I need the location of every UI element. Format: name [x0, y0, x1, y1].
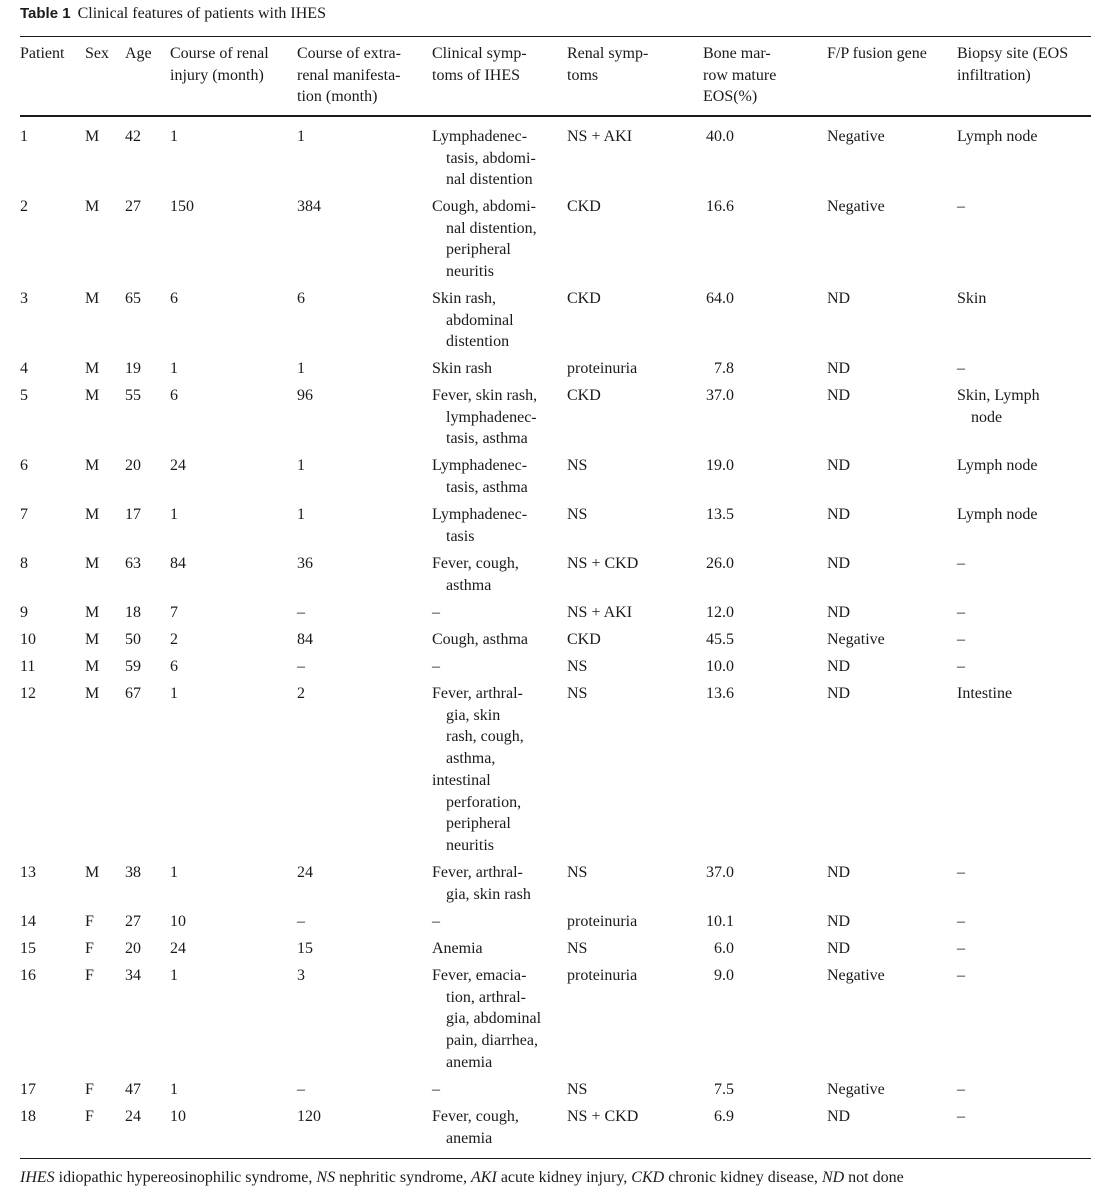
biopsy-line: –: [957, 1108, 965, 1125]
cell-sex: M: [85, 128, 100, 145]
cell-sex: M: [85, 198, 100, 215]
cell-clinical: [432, 911, 440, 933]
cell-sex: M: [85, 631, 100, 648]
clinical-line: peripheral: [446, 241, 511, 259]
cell-age: 65: [125, 290, 141, 307]
cell-biopsy: [957, 126, 1037, 148]
clinical-line: asthma: [446, 576, 492, 594]
cell-patient: 15: [20, 940, 36, 957]
cell-sex: M: [85, 604, 100, 621]
column-header-fp: F/P fusion gene: [827, 45, 927, 62]
cell-extrarenal-course: 1: [297, 506, 305, 523]
cell-renal: NS + CKD: [567, 555, 639, 572]
column-header-biopsy: Biopsy site (EOS infiltration): [957, 45, 1069, 84]
cell-renal: proteinuria: [567, 360, 638, 377]
clinical-line: peripheral: [446, 815, 511, 833]
cell-biopsy: [957, 629, 965, 651]
clinical-line: –: [432, 658, 440, 675]
cell-renal: NS + CKD: [567, 1108, 639, 1125]
cell-patient: 11: [20, 658, 36, 675]
biopsy-line: Lymph node: [957, 128, 1038, 145]
clinical-line: Fever, cough,: [432, 555, 519, 572]
cell-biopsy: [957, 385, 1040, 428]
biopsy-line: –: [957, 604, 965, 621]
cell-clinical: [432, 656, 440, 678]
cell-extrarenal-course: 36: [297, 555, 313, 572]
footnote-abbreviation: IHES: [20, 1169, 55, 1186]
clinical-line: rash, cough,: [446, 728, 524, 746]
clinical-line: neuritis: [446, 836, 494, 854]
cell-sex: M: [85, 457, 100, 474]
cell-clinical: [432, 683, 524, 857]
cell-age: 63: [125, 555, 141, 572]
cell-renal: NS: [567, 658, 588, 675]
column-header-extrarenal-course: Course of extra- renal manifesta- tion (month): [297, 45, 401, 105]
biopsy-line: –: [957, 967, 965, 984]
cell-renal-course: 2: [170, 631, 178, 648]
cell-age: 19: [125, 360, 141, 377]
clinical-line: tasis, abdomi-: [446, 149, 536, 167]
cell-renal: CKD: [567, 198, 601, 215]
clinical-line: intestinal: [432, 771, 491, 789]
cell-biopsy: [957, 602, 965, 624]
clinical-line: anemia: [446, 1053, 493, 1071]
cell-biopsy: [957, 683, 1012, 705]
cell-renal: CKD: [567, 290, 601, 307]
cell-fp: ND: [827, 864, 851, 881]
cell-age: 27: [125, 913, 141, 930]
cell-extrarenal-course: –: [297, 658, 305, 675]
cell-fp: Negative: [827, 128, 885, 145]
clinical-line: –: [432, 913, 440, 930]
cell-biopsy: [957, 862, 965, 884]
footnote-definition: chronic kidney disease,: [664, 1169, 822, 1186]
cell-fp: ND: [827, 940, 851, 957]
cell-patient: 12: [20, 685, 36, 702]
column-header-age: Age: [125, 45, 152, 62]
cell-age: 24: [125, 1108, 141, 1125]
clinical-line: tasis: [446, 527, 475, 545]
table-title: Clinical features of patients with IHES: [77, 5, 326, 22]
biopsy-line: –: [957, 913, 965, 930]
cell-biopsy: [957, 1106, 965, 1128]
clinical-line: abdominal: [446, 311, 514, 329]
cell-biopsy: [957, 656, 965, 678]
cell-eos: 26.0: [706, 555, 734, 572]
table-caption: [20, 5, 326, 23]
cell-eos: 37.0: [706, 387, 734, 404]
cell-fp: ND: [827, 604, 851, 621]
cell-renal-course: 84: [170, 555, 186, 572]
cell-renal-course: 1: [170, 1081, 178, 1098]
cell-extrarenal-course: 15: [297, 940, 313, 957]
clinical-line: tasis, asthma: [446, 430, 528, 448]
cell-eos: 10.1: [706, 913, 734, 930]
biopsy-line: –: [957, 555, 965, 572]
cell-fp: ND: [827, 913, 851, 930]
cell-extrarenal-course: 3: [297, 967, 305, 984]
cell-clinical: [432, 602, 440, 624]
cell-age: 55: [125, 387, 141, 404]
cell-patient: 3: [20, 290, 28, 307]
cell-patient: 13: [20, 864, 36, 881]
cell-extrarenal-course: 24: [297, 864, 313, 881]
cell-clinical: [432, 455, 528, 498]
cell-eos: 6.0: [714, 940, 734, 957]
footnote-abbreviation: ND: [821, 1169, 845, 1186]
cell-clinical: [432, 1106, 519, 1149]
cell-eos: 40.0: [706, 128, 734, 145]
cell-age: 47: [125, 1081, 141, 1098]
footnote-abbreviation: AKI: [471, 1169, 497, 1186]
clinical-line: Cough, abdomi-: [432, 198, 536, 215]
cell-sex: M: [85, 387, 100, 404]
cell-sex: F: [85, 967, 94, 984]
cell-age: 27: [125, 198, 141, 215]
clinical-line: Lymphadenec-: [432, 457, 528, 474]
cell-extrarenal-course: 96: [297, 387, 313, 404]
clinical-line: Skin rash: [432, 360, 492, 377]
clinical-line: anemia: [446, 1129, 493, 1147]
cell-eos: 37.0: [706, 864, 734, 881]
cell-sex: F: [85, 940, 94, 957]
cell-renal: CKD: [567, 631, 601, 648]
cell-sex: M: [85, 506, 100, 523]
cell-biopsy: [957, 553, 965, 575]
cell-patient: 18: [20, 1108, 36, 1125]
cell-sex: M: [85, 685, 100, 702]
column-header-patient: Patient: [20, 45, 65, 62]
cell-clinical: [432, 938, 483, 960]
table-footnote: [20, 1169, 904, 1187]
cell-biopsy: [957, 1079, 965, 1101]
cell-clinical: [432, 862, 531, 905]
cell-sex: M: [85, 360, 100, 377]
clinical-line: neuritis: [446, 263, 494, 281]
biopsy-line: Lymph node: [957, 457, 1038, 474]
cell-clinical: [432, 629, 528, 651]
clinical-line: tion, arthral-: [446, 988, 526, 1006]
cell-renal: NS: [567, 685, 588, 702]
cell-extrarenal-course: –: [297, 604, 305, 621]
cell-age: 67: [125, 685, 141, 702]
biopsy-line: –: [957, 360, 965, 377]
cell-fp: ND: [827, 658, 851, 675]
cell-fp: Negative: [827, 198, 885, 215]
clinical-line: nal distention,: [446, 219, 537, 237]
cell-renal-course: 6: [170, 290, 178, 307]
clinical-line: gia, abdominal: [446, 1010, 542, 1028]
cell-clinical: [432, 288, 514, 353]
footnote-abbreviation: CKD: [631, 1169, 665, 1186]
cell-fp: Negative: [827, 1081, 885, 1098]
cell-sex: F: [85, 913, 94, 930]
cell-renal: NS: [567, 864, 588, 881]
cell-renal-course: 1: [170, 685, 178, 702]
clinical-line: tasis, asthma: [446, 478, 528, 496]
cell-sex: F: [85, 1108, 94, 1125]
cell-patient: 10: [20, 631, 36, 648]
biopsy-line: –: [957, 864, 965, 881]
clinical-line: gia, skin: [446, 706, 501, 724]
cell-renal: NS: [567, 940, 588, 957]
cell-eos: 6.9: [714, 1108, 734, 1125]
footnote-definition: acute kidney injury,: [496, 1169, 632, 1186]
cell-age: 59: [125, 658, 141, 675]
cell-clinical: [432, 1079, 440, 1101]
cell-fp: Negative: [827, 631, 885, 648]
clinical-line: Cough, asthma: [432, 631, 528, 648]
cell-renal-course: 1: [170, 506, 178, 523]
cell-renal: NS: [567, 1081, 588, 1098]
footnote-abbreviation: NS: [316, 1169, 336, 1186]
cell-clinical: [432, 196, 537, 283]
cell-renal-course: 10: [170, 1108, 186, 1125]
clinical-line: Skin rash,: [432, 290, 496, 307]
clinical-line: Fever, arthral-: [432, 685, 523, 702]
header-rule: [20, 115, 1091, 117]
cell-age: 18: [125, 604, 141, 621]
cell-eos: 13.6: [706, 685, 734, 702]
cell-patient: 2: [20, 198, 28, 215]
cell-age: 50: [125, 631, 141, 648]
cell-eos: 13.5: [706, 506, 734, 523]
cell-renal: NS + AKI: [567, 128, 633, 145]
cell-renal-course: 6: [170, 658, 178, 675]
clinical-line: Lymphadenec-: [432, 128, 528, 145]
cell-eos: 45.5: [706, 631, 734, 648]
clinical-line: –: [432, 604, 440, 621]
cell-renal: NS + AKI: [567, 604, 633, 621]
column-header-renal-course: Course of renal injury (month): [170, 45, 269, 84]
cell-renal-course: 7: [170, 604, 178, 621]
cell-renal: proteinuria: [567, 967, 638, 984]
footnote-definition: not done: [844, 1169, 904, 1186]
cell-biopsy: [957, 196, 965, 218]
cell-renal-course: 150: [170, 198, 194, 215]
cell-eos: 10.0: [706, 658, 734, 675]
cell-renal: NS: [567, 506, 588, 523]
cell-renal-course: 1: [170, 360, 178, 377]
cell-clinical: [432, 965, 541, 1074]
clinical-line: Fever, skin rash,: [432, 387, 538, 404]
cell-patient: 9: [20, 604, 28, 621]
cell-renal-course: 1: [170, 967, 178, 984]
cell-clinical: [432, 358, 492, 380]
clinical-line: Lymphadenec-: [432, 506, 528, 523]
biopsy-line: node: [971, 408, 1003, 426]
cell-fp: ND: [827, 506, 851, 523]
clinical-line: perforation,: [446, 793, 522, 811]
cell-extrarenal-course: 384: [297, 198, 321, 215]
cell-patient: 8: [20, 555, 28, 572]
cell-renal-course: 1: [170, 128, 178, 145]
clinical-line: Fever, arthral-: [432, 864, 523, 881]
cell-extrarenal-course: 6: [297, 290, 305, 307]
cell-sex: F: [85, 1081, 94, 1098]
cell-eos: 7.5: [714, 1081, 734, 1098]
cell-sex: M: [85, 555, 100, 572]
cell-eos: 64.0: [706, 290, 734, 307]
cell-eos: 9.0: [714, 967, 734, 984]
cell-extrarenal-course: 1: [297, 457, 305, 474]
clinical-line: Fever, emacia-: [432, 967, 527, 984]
cell-age: 38: [125, 864, 141, 881]
cell-patient: 1: [20, 128, 28, 145]
clinical-line: distention: [446, 333, 510, 351]
cell-age: 17: [125, 506, 141, 523]
footnote-definition: nephritic syndrome,: [335, 1169, 472, 1186]
bottom-rule: [20, 1158, 1091, 1159]
top-rule: [20, 36, 1091, 37]
cell-fp: ND: [827, 1108, 851, 1125]
cell-fp: ND: [827, 685, 851, 702]
cell-renal: CKD: [567, 387, 601, 404]
cell-eos: 7.8: [714, 360, 734, 377]
table-label: Table 1: [20, 5, 71, 22]
cell-renal-course: 24: [170, 940, 186, 957]
cell-renal-course: 10: [170, 913, 186, 930]
cell-age: 20: [125, 457, 141, 474]
cell-renal: proteinuria: [567, 913, 638, 930]
clinical-line: asthma,: [446, 750, 496, 768]
cell-fp: ND: [827, 387, 851, 404]
cell-fp: ND: [827, 457, 851, 474]
biopsy-line: –: [957, 631, 965, 648]
cell-renal-course: 6: [170, 387, 178, 404]
cell-sex: M: [85, 658, 100, 675]
cell-fp: ND: [827, 555, 851, 572]
cell-sex: M: [85, 290, 100, 307]
cell-biopsy: [957, 358, 965, 380]
cell-extrarenal-course: 1: [297, 128, 305, 145]
clinical-line: Anemia: [432, 940, 483, 957]
column-header-sex: Sex: [85, 45, 109, 62]
cell-fp: ND: [827, 290, 851, 307]
cell-clinical: [432, 385, 537, 450]
cell-age: 20: [125, 940, 141, 957]
cell-patient: 16: [20, 967, 36, 984]
biopsy-line: –: [957, 198, 965, 215]
cell-clinical: [432, 126, 536, 191]
cell-biopsy: [957, 288, 986, 310]
cell-extrarenal-course: 120: [297, 1108, 321, 1125]
clinical-line: pain, diarrhea,: [446, 1032, 538, 1050]
cell-fp: ND: [827, 360, 851, 377]
cell-fp: Negative: [827, 967, 885, 984]
cell-age: 34: [125, 967, 141, 984]
cell-extrarenal-course: 2: [297, 685, 305, 702]
biopsy-line: Skin, Lymph: [957, 387, 1040, 404]
cell-biopsy: [957, 965, 965, 987]
biopsy-line: Lymph node: [957, 506, 1038, 523]
cell-eos: 12.0: [706, 604, 734, 621]
cell-extrarenal-course: –: [297, 913, 305, 930]
cell-patient: 5: [20, 387, 28, 404]
cell-clinical: [432, 504, 527, 547]
column-header-clinical: Clinical symp- toms of IHES: [432, 45, 527, 84]
cell-biopsy: [957, 938, 965, 960]
cell-eos: 16.6: [706, 198, 734, 215]
cell-patient: 7: [20, 506, 28, 523]
cell-extrarenal-course: 84: [297, 631, 313, 648]
cell-renal-course: 24: [170, 457, 186, 474]
biopsy-line: –: [957, 1081, 965, 1098]
biopsy-line: Intestine: [957, 685, 1013, 702]
clinical-line: nal distention: [446, 171, 533, 189]
cell-clinical: [432, 553, 519, 596]
cell-eos: 19.0: [706, 457, 734, 474]
clinical-line: Fever, cough,: [432, 1108, 519, 1125]
cell-extrarenal-course: –: [297, 1081, 305, 1098]
cell-patient: 17: [20, 1081, 36, 1098]
cell-sex: M: [85, 864, 100, 881]
column-header-renal: Renal symp- toms: [567, 45, 649, 84]
cell-patient: 4: [20, 360, 28, 377]
cell-patient: 14: [20, 913, 36, 930]
cell-extrarenal-course: 1: [297, 360, 305, 377]
biopsy-line: –: [957, 940, 965, 957]
clinical-line: –: [432, 1081, 440, 1098]
clinical-line: lymphadenec-: [446, 408, 537, 426]
cell-patient: 6: [20, 457, 28, 474]
cell-renal: NS: [567, 457, 588, 474]
biopsy-line: –: [957, 658, 965, 675]
cell-age: 42: [125, 128, 141, 145]
footnote-definition: idiopathic hypereosinophilic syndrome,: [54, 1169, 317, 1186]
biopsy-line: Skin: [957, 290, 987, 307]
cell-biopsy: [957, 504, 1037, 526]
column-header-eos: Bone mar- row mature EOS(%): [703, 45, 777, 105]
clinical-line: gia, skin rash: [446, 885, 531, 903]
cell-biopsy: [957, 911, 965, 933]
cell-renal-course: 1: [170, 864, 178, 881]
cell-biopsy: [957, 455, 1037, 477]
